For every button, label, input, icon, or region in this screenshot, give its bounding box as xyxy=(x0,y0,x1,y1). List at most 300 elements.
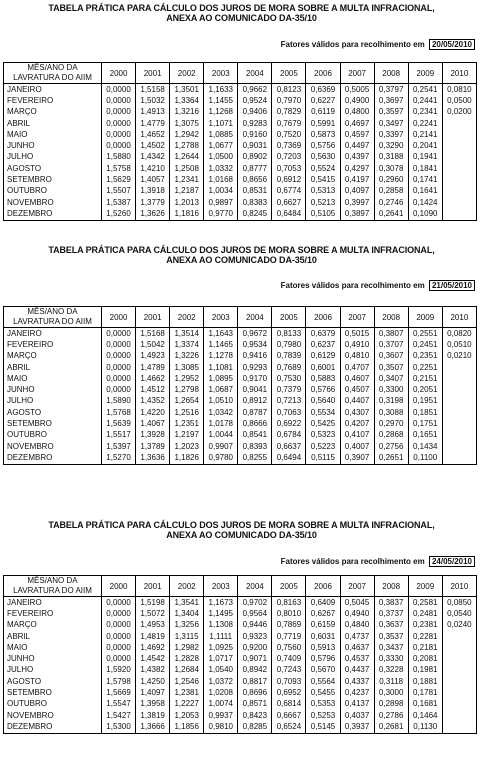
factor-cell: 0,3497 xyxy=(374,118,408,129)
factor-cell: 1,4913 xyxy=(136,107,170,118)
factor-cell: 0,5115 xyxy=(306,452,340,464)
factor-cell: 0,3907 xyxy=(340,452,374,464)
factor-cell: 0,7243 xyxy=(272,665,306,676)
factor-cell: 0,5105 xyxy=(306,208,340,220)
recolhimento-date: 21/05/2010 xyxy=(429,280,475,291)
factor-cell: 1,2351 xyxy=(170,418,204,429)
juros-table xyxy=(3,306,477,465)
factor-cell: 0,2051 xyxy=(408,384,442,395)
factor-cell: 0,1464 xyxy=(408,710,442,721)
factor-cell: 1,3789 xyxy=(136,441,170,452)
factor-cell: 1,3501 xyxy=(170,84,204,96)
factor-cell xyxy=(442,653,476,664)
factor-cell: 0,2081 xyxy=(408,653,442,664)
factor-cell: 0,7530 xyxy=(272,373,306,384)
factor-cell: 1,3666 xyxy=(136,721,170,733)
factor-cell: 1,3928 xyxy=(136,430,170,441)
header-year: 2010 xyxy=(442,63,476,84)
header-year: 2005 xyxy=(272,576,306,597)
factor-cell: 0,9907 xyxy=(204,441,238,452)
factor-cell: 0,2970 xyxy=(374,418,408,429)
factor-cell: 1,5042 xyxy=(136,339,170,350)
table-row xyxy=(4,452,477,464)
factor-cell: 1,1455 xyxy=(204,95,238,106)
factor-cell: 0,8010 xyxy=(272,608,306,619)
table-header-row xyxy=(4,307,477,328)
table-row xyxy=(4,95,477,106)
recolhimento-date: 20/05/2010 xyxy=(429,39,475,50)
factor-cell: 0,5796 xyxy=(306,653,340,664)
factor-cell: 1,4342 xyxy=(136,152,170,163)
fatores-label: Fatores válidos para recolhimento em xyxy=(280,40,425,49)
factor-cell: 1,5270 xyxy=(102,452,136,464)
factor-cell: 0,4337 xyxy=(340,676,374,687)
factor-cell: 0,9323 xyxy=(238,631,272,642)
month-cell: AGOSTO xyxy=(4,676,102,687)
table-row xyxy=(4,430,477,441)
factor-cell: 0,9031 xyxy=(238,140,272,151)
factor-cell: 0,1741 xyxy=(408,174,442,185)
factor-cell: 1,3404 xyxy=(170,608,204,619)
factor-cell: 0,1651 xyxy=(408,430,442,441)
factor-cell: 1,0895 xyxy=(204,373,238,384)
factor-cell xyxy=(442,197,476,208)
factor-cell: 1,1633 xyxy=(204,84,238,96)
factor-cell xyxy=(442,362,476,373)
factor-cell: 0,2898 xyxy=(374,699,408,710)
factor-cell: 0,6784 xyxy=(272,430,306,441)
header-year: 2006 xyxy=(306,307,340,328)
factor-cell: 0,2858 xyxy=(374,186,408,197)
factor-cell: 0,9071 xyxy=(238,653,272,664)
factor-cell: 0,6129 xyxy=(306,351,340,362)
factor-cell: 0,6409 xyxy=(306,597,340,609)
factor-cell xyxy=(442,396,476,407)
factor-cell: 1,2341 xyxy=(170,174,204,185)
table-row xyxy=(4,710,477,721)
factor-cell: 1,2684 xyxy=(170,665,204,676)
factor-cell: 1,4789 xyxy=(136,362,170,373)
factor-cell xyxy=(442,676,476,687)
factor-cell: 0,9446 xyxy=(238,620,272,631)
factor-cell: 1,4097 xyxy=(136,687,170,698)
factor-cell: 0,1100 xyxy=(408,452,442,464)
factor-cell: 0,8163 xyxy=(272,597,306,609)
factor-cell: 0,8383 xyxy=(238,197,272,208)
factor-cell: 0,9662 xyxy=(238,84,272,96)
factor-cell: 1,5890 xyxy=(102,396,136,407)
factor-cell: 1,2644 xyxy=(170,152,204,163)
factor-cell: 0,2551 xyxy=(408,328,442,340)
factor-cell xyxy=(442,118,476,129)
table-row xyxy=(4,699,477,710)
factor-cell: 0,5145 xyxy=(306,721,340,733)
header-year: 2006 xyxy=(306,63,340,84)
factor-cell: 0,3198 xyxy=(374,396,408,407)
factor-cell: 0,4397 xyxy=(340,152,374,163)
factor-cell: 1,4067 xyxy=(136,418,170,429)
factor-cell: 1,2788 xyxy=(170,140,204,151)
header-year: 2009 xyxy=(408,63,442,84)
table-row xyxy=(4,407,477,418)
header-year: 2001 xyxy=(136,63,170,84)
factor-cell xyxy=(442,452,476,464)
factor-cell: 1,4220 xyxy=(136,407,170,418)
month-cell: MARÇO xyxy=(4,107,102,118)
factor-cell: 1,5072 xyxy=(136,608,170,619)
header-year: 2010 xyxy=(442,576,476,597)
factor-cell: 1,0332 xyxy=(204,163,238,174)
factor-cell: 0,1641 xyxy=(408,186,442,197)
factor-cell: 0,4707 xyxy=(340,362,374,373)
factor-cell: 0,2281 xyxy=(408,631,442,642)
factor-cell: 1,4512 xyxy=(136,384,170,395)
factor-cell xyxy=(442,699,476,710)
header-year: 2009 xyxy=(408,307,442,328)
header-year: 2001 xyxy=(136,576,170,597)
table-header-row xyxy=(4,63,477,84)
factor-cell: 0,7409 xyxy=(272,653,306,664)
factor-cell: 1,4923 xyxy=(136,351,170,362)
header-year: 2003 xyxy=(204,576,238,597)
factor-cell: 0,2351 xyxy=(408,351,442,362)
header-year: 2008 xyxy=(374,307,408,328)
factor-cell: 1,5669 xyxy=(102,687,136,698)
factor-cell: 0,5005 xyxy=(340,84,374,96)
factor-cell: 0,1781 xyxy=(408,687,442,698)
month-cell: AGOSTO xyxy=(4,407,102,418)
factor-cell: 0,5223 xyxy=(306,441,340,452)
factor-cell: 0,9406 xyxy=(238,107,272,118)
factor-cell: 0,2868 xyxy=(374,430,408,441)
header-year: 2000 xyxy=(102,576,136,597)
factor-cell: 1,4210 xyxy=(136,163,170,174)
factor-cell: 1,0074 xyxy=(204,699,238,710)
month-cell: MAIO xyxy=(4,129,102,140)
factor-cell xyxy=(442,174,476,185)
factor-cell: 1,2013 xyxy=(170,197,204,208)
table-row xyxy=(4,107,477,118)
factor-cell: 1,5300 xyxy=(102,721,136,733)
factor-cell: 0,4007 xyxy=(340,441,374,452)
header-year: 2006 xyxy=(306,576,340,597)
factor-cell: 1,3636 xyxy=(136,452,170,464)
factor-cell: 0,8571 xyxy=(238,699,272,710)
factor-cell: 0,3507 xyxy=(374,362,408,373)
factor-cell: 0,0000 xyxy=(102,653,136,664)
month-cell: OUTUBRO xyxy=(4,186,102,197)
factor-cell: 0,4037 xyxy=(340,710,374,721)
factor-cell: 0,0000 xyxy=(102,140,136,151)
factor-cell: 1,1071 xyxy=(204,118,238,129)
factor-cell xyxy=(442,373,476,384)
factor-cell: 1,0540 xyxy=(204,665,238,676)
factor-cell: 0,0000 xyxy=(102,95,136,106)
factor-cell: 0,9200 xyxy=(238,642,272,653)
table-row xyxy=(4,384,477,395)
factor-cell: 0,8255 xyxy=(238,452,272,464)
factor-cell: 0,3407 xyxy=(374,373,408,384)
factor-cell: 0,0000 xyxy=(102,129,136,140)
factor-cell: 1,2508 xyxy=(170,163,204,174)
header-year: 2005 xyxy=(272,63,306,84)
factor-cell xyxy=(442,687,476,698)
factor-cell: 0,2141 xyxy=(408,129,442,140)
factor-cell: 1,0034 xyxy=(204,186,238,197)
factor-cell: 0,7093 xyxy=(272,676,306,687)
month-cell: JUNHO xyxy=(4,140,102,151)
factor-cell: 0,4637 xyxy=(340,642,374,653)
factor-cell: 0,9293 xyxy=(238,362,272,373)
factor-cell: 0,0850 xyxy=(442,597,476,609)
fatores-line xyxy=(281,556,475,567)
factor-cell: 1,2982 xyxy=(170,642,204,653)
factor-cell: 0,6627 xyxy=(272,197,306,208)
factor-cell: 0,5640 xyxy=(306,396,340,407)
factor-cell: 0,4910 xyxy=(340,339,374,350)
header-year: 2005 xyxy=(272,307,306,328)
factor-cell: 1,4250 xyxy=(136,676,170,687)
factor-cell: 1,1826 xyxy=(170,452,204,464)
factor-cell: 0,7203 xyxy=(272,152,306,163)
month-cell: NOVEMBRO xyxy=(4,441,102,452)
factor-cell: 0,2151 xyxy=(408,373,442,384)
factor-cell: 0,1681 xyxy=(408,699,442,710)
factor-cell: 0,3807 xyxy=(374,328,408,340)
factor-cell: 0,4107 xyxy=(340,430,374,441)
factor-cell: 0,4607 xyxy=(340,373,374,384)
table-title: TABELA PRÁTICA PARA CÁLCULO DOS JUROS DE MORA SOBRE A MULTA INFRACIONAL, ANEXA AO COMUNICADO DA-35/10 xyxy=(48,245,435,265)
factor-cell: 1,4352 xyxy=(136,396,170,407)
factor-cell: 0,6922 xyxy=(272,418,306,429)
factor-cell: 0,5670 xyxy=(306,665,340,676)
factor-cell xyxy=(442,384,476,395)
factor-cell: 0,4940 xyxy=(340,608,374,619)
factor-cell: 0,7213 xyxy=(272,396,306,407)
factor-cell: 0,4810 xyxy=(340,351,374,362)
factor-cell: 0,9770 xyxy=(204,208,238,220)
factor-cell: 0,6494 xyxy=(272,452,306,464)
fatores-line xyxy=(281,39,475,50)
factor-cell: 0,5313 xyxy=(306,186,340,197)
factor-cell: 0,4097 xyxy=(340,186,374,197)
factor-cell: 1,0500 xyxy=(204,152,238,163)
factor-cell: 0,9780 xyxy=(204,452,238,464)
month-cell: OUTUBRO xyxy=(4,699,102,710)
header-year: 2000 xyxy=(102,63,136,84)
factor-cell: 0,3737 xyxy=(374,608,408,619)
factor-cell: 0,9160 xyxy=(238,129,272,140)
header-year: 2004 xyxy=(238,307,272,328)
factor-cell: 1,2227 xyxy=(170,699,204,710)
table-title: TABELA PRÁTICA PARA CÁLCULO DOS JUROS DE MORA SOBRE A MULTA INFRACIONAL, ANEXA AO COMUNICADO DA-35/10 xyxy=(48,520,435,540)
table-row xyxy=(4,140,477,151)
factor-cell: 1,3541 xyxy=(170,597,204,609)
factor-cell: 0,0000 xyxy=(102,84,136,96)
factor-cell: 0,7689 xyxy=(272,362,306,373)
factor-cell: 1,4819 xyxy=(136,631,170,642)
month-cell: JULHO xyxy=(4,396,102,407)
table-row xyxy=(4,418,477,429)
table-row xyxy=(4,208,477,220)
month-cell: JUNHO xyxy=(4,384,102,395)
factor-cell: 0,2681 xyxy=(374,721,408,733)
header-year: 2009 xyxy=(408,576,442,597)
factor-cell: 0,1851 xyxy=(408,407,442,418)
factor-cell: 0,3330 xyxy=(374,653,408,664)
factor-cell: 0,4597 xyxy=(340,129,374,140)
month-cell: JANEIRO xyxy=(4,328,102,340)
factor-cell: 0,5883 xyxy=(306,373,340,384)
factor-cell: 0,7053 xyxy=(272,163,306,174)
factor-cell: 1,2053 xyxy=(170,710,204,721)
factor-cell: 0,8787 xyxy=(238,407,272,418)
month-cell: DEZEMBRO xyxy=(4,452,102,464)
factor-cell: 1,0677 xyxy=(204,140,238,151)
factor-cell: 0,6001 xyxy=(306,362,340,373)
factor-cell: 1,3779 xyxy=(136,197,170,208)
header-year: 2003 xyxy=(204,63,238,84)
header-year: 2007 xyxy=(340,576,374,597)
factor-cell: 1,4542 xyxy=(136,653,170,664)
factor-cell: 0,2786 xyxy=(374,710,408,721)
factor-cell: 1,5758 xyxy=(102,163,136,174)
factor-cell: 1,5397 xyxy=(102,441,136,452)
factor-cell: 0,9524 xyxy=(238,95,272,106)
factor-cell: 0,0200 xyxy=(442,107,476,118)
factor-cell: 1,1816 xyxy=(170,208,204,220)
factor-cell xyxy=(442,441,476,452)
header-year: 2008 xyxy=(374,63,408,84)
table-row xyxy=(4,597,477,609)
factor-cell xyxy=(442,407,476,418)
factor-cell: 1,5158 xyxy=(136,84,170,96)
table-row xyxy=(4,328,477,340)
factor-cell: 1,5507 xyxy=(102,186,136,197)
factor-cell: 1,1111 xyxy=(204,631,238,642)
factor-cell: 0,1951 xyxy=(408,396,442,407)
factor-cell: 0,0000 xyxy=(102,642,136,653)
factor-cell: 1,3256 xyxy=(170,620,204,631)
factor-cell: 0,4697 xyxy=(340,118,374,129)
factor-cell: 1,4692 xyxy=(136,642,170,653)
factor-cell: 1,3364 xyxy=(170,95,204,106)
factor-cell: 1,3819 xyxy=(136,710,170,721)
month-cell: JULHO xyxy=(4,665,102,676)
factor-cell: 0,8531 xyxy=(238,186,272,197)
table-row xyxy=(4,687,477,698)
factor-cell: 1,0178 xyxy=(204,418,238,429)
factor-cell: 0,0000 xyxy=(102,339,136,350)
factor-cell: 0,6814 xyxy=(272,699,306,710)
factor-cell: 1,0510 xyxy=(204,396,238,407)
factor-cell: 0,6524 xyxy=(272,721,306,733)
header-year: 2001 xyxy=(136,307,170,328)
factor-cell: 0,7719 xyxy=(272,631,306,642)
factor-cell: 0,9564 xyxy=(238,608,272,619)
header-year: 2000 xyxy=(102,307,136,328)
factor-cell: 0,6369 xyxy=(306,84,340,96)
factor-cell: 0,6227 xyxy=(306,95,340,106)
factor-cell: 1,1465 xyxy=(204,339,238,350)
factor-cell: 0,4900 xyxy=(340,95,374,106)
factor-cell: 0,8133 xyxy=(272,328,306,340)
month-cell: DEZEMBRO xyxy=(4,208,102,220)
factor-cell: 0,7520 xyxy=(272,129,306,140)
factor-cell: 0,6031 xyxy=(306,631,340,642)
factor-cell: 0,0000 xyxy=(102,620,136,631)
factor-cell: 1,5427 xyxy=(102,710,136,721)
table-header-row xyxy=(4,576,477,597)
factor-cell: 1,2546 xyxy=(170,676,204,687)
factor-cell: 1,5629 xyxy=(102,174,136,185)
factor-cell: 1,3085 xyxy=(170,362,204,373)
header-year: 2010 xyxy=(442,307,476,328)
factor-cell: 0,2251 xyxy=(408,362,442,373)
factor-cell: 0,4207 xyxy=(340,418,374,429)
factor-cell: 0,1941 xyxy=(408,152,442,163)
factor-cell: 0,0240 xyxy=(442,620,476,631)
factor-cell: 0,6637 xyxy=(272,441,306,452)
factor-cell: 0,5534 xyxy=(306,407,340,418)
factor-cell: 1,4057 xyxy=(136,174,170,185)
month-cell: FEVEREIRO xyxy=(4,339,102,350)
factor-cell: 0,5564 xyxy=(306,676,340,687)
factor-cell: 0,3797 xyxy=(374,84,408,96)
factor-cell: 0,7379 xyxy=(272,384,306,395)
factor-cell: 0,3897 xyxy=(340,208,374,220)
table-row xyxy=(4,620,477,631)
header-year: 2003 xyxy=(204,307,238,328)
factor-cell: 1,5768 xyxy=(102,407,136,418)
factor-cell: 0,1981 xyxy=(408,665,442,676)
factor-cell: 1,0342 xyxy=(204,407,238,418)
factor-cell: 0,5323 xyxy=(306,430,340,441)
factor-cell: 1,3958 xyxy=(136,699,170,710)
factor-cell: 0,7560 xyxy=(272,642,306,653)
factor-cell: 0,5425 xyxy=(306,418,340,429)
factor-cell: 0,2441 xyxy=(408,95,442,106)
factor-cell xyxy=(442,710,476,721)
month-cell: JUNHO xyxy=(4,653,102,664)
factor-cell: 0,4800 xyxy=(340,107,374,118)
factor-cell: 0,3637 xyxy=(374,620,408,631)
table-row xyxy=(4,676,477,687)
factor-cell: 1,5032 xyxy=(136,95,170,106)
factor-cell: 0,7839 xyxy=(272,351,306,362)
factor-cell: 1,0372 xyxy=(204,676,238,687)
factor-cell: 0,5015 xyxy=(340,328,374,340)
factor-cell xyxy=(442,129,476,140)
header-year: 2004 xyxy=(238,63,272,84)
factor-cell: 0,0000 xyxy=(102,328,136,340)
factor-cell: 1,5168 xyxy=(136,328,170,340)
factor-cell: 0,5756 xyxy=(306,140,340,151)
month-cell: AGOSTO xyxy=(4,163,102,174)
table-row xyxy=(4,84,477,96)
factor-cell: 0,6379 xyxy=(306,328,340,340)
header-year: 2002 xyxy=(170,307,204,328)
factor-cell: 1,3115 xyxy=(170,631,204,642)
factor-cell: 1,0925 xyxy=(204,642,238,653)
factor-cell: 0,5045 xyxy=(340,597,374,609)
factor-cell xyxy=(442,208,476,220)
factor-cell: 0,9810 xyxy=(204,721,238,733)
header-month-label: MÊS/ANO DA LAVRATURA DO AIIM xyxy=(4,576,102,597)
factor-cell: 0,2181 xyxy=(408,642,442,653)
factor-cell: 0,4497 xyxy=(340,140,374,151)
factor-cell: 0,6159 xyxy=(306,620,340,631)
